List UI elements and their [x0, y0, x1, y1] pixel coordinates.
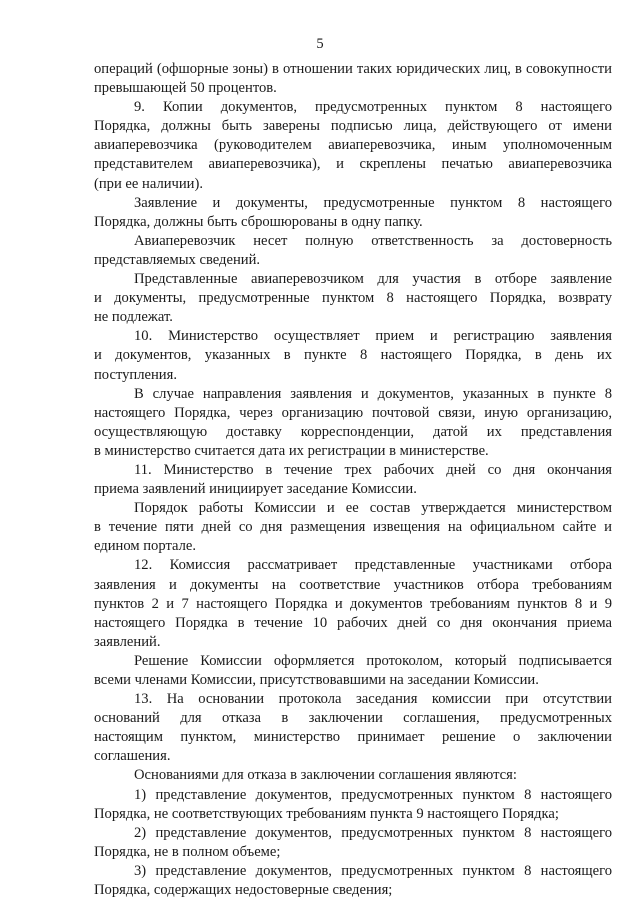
text-line: Порядка, должны быть сброшюрованы в одну папку.: [94, 213, 423, 230]
text-line: всеми членами Комиссии, присутствовавшими на заседании Комиссии.: [94, 672, 539, 688]
text-line: заявлений.: [94, 633, 161, 650]
text-line: осуществляющую доставку корреспонденции, датой их представления: [94, 423, 612, 440]
text-line: 2) представление документов, предусмотренных пунктом 8 настоящего: [134, 824, 612, 841]
text-line: Порядка, должны быть заверены подписью лица, действующего от имени: [94, 118, 612, 135]
text-line: 13. На основании протокола заседания комиссии при отсутствии: [134, 691, 612, 708]
text-line: 3) представление документов, предусмотренных пунктом 8 настоящего: [134, 862, 612, 879]
text-line: 11. Министерство в течение трех рабочих дней со дня окончания: [134, 461, 612, 478]
text-line: в министерство считается дата их регистрации в министерстве.: [94, 442, 489, 459]
text-line: заявления и документы на соответствие участников отбора требованиям: [94, 576, 612, 593]
text-line: авиаперевозчика (руководителем авиаперевозчика, иным уполномоченным: [94, 137, 612, 154]
text-line: Порядка, содержащих недостоверные сведения;: [94, 882, 393, 899]
text-line: настоящего Порядка, через организацию почтовой связи, иную организацию,: [94, 404, 612, 421]
text-line: 12. Комиссия рассматривает представленные участниками отбора: [134, 557, 612, 574]
text-line: соглашения.: [94, 748, 171, 765]
text-line: Порядок работы Комиссии и ее состав утверждается министерством: [134, 500, 612, 517]
text-line: В случае направления заявления и документов, указанных в пункте 8: [134, 385, 612, 402]
text-line: Порядка, не соответствующих требованиям пункта 9 настоящего Порядка;: [94, 805, 559, 822]
text-line: настоящим пунктом, министерство принимает решение о заключении: [94, 729, 612, 746]
text-line: приема заявлений инициирует заседание Комиссии.: [94, 481, 417, 498]
text-line: 9. Копии документов, предусмотренных пунктом 8 настоящего: [134, 99, 612, 116]
text-line: 10. Министерство осуществляет прием и регистрацию заявления: [134, 328, 612, 345]
text-line: операций (офшорные зоны) в отношении таких юридических лиц, в совокупности: [94, 61, 612, 77]
text-line: (при ее наличии).: [94, 175, 204, 192]
text-line: настоящего Порядка в течение 10 рабочих дней со дня окончания приема: [94, 614, 612, 631]
text-line: Заявление и документы, предусмотренные пунктом 8 настоящего: [134, 194, 612, 211]
text-line: пунктов 2 и 7 настоящего Порядка и документов требованиям пунктов 8 и 9: [94, 595, 612, 612]
text-line: представителем авиаперевозчика), и скреплены печатью авиаперевозчика: [94, 156, 612, 173]
text-line: Авиаперевозчик несет полную ответственность за достоверность: [134, 232, 612, 249]
text-line: представляемых сведений.: [94, 251, 261, 268]
text-line: 1) представление документов, предусмотренных пунктом 8 настоящего: [134, 786, 612, 803]
text-line: оснований для отказа в заключении соглашения, предусмотренных: [94, 710, 612, 727]
text-line: Решение Комиссии оформляется протоколом, который подписывается: [134, 652, 612, 669]
text-line: Порядка, не в полном объеме;: [94, 843, 281, 860]
text-line: в течение пяти дней со дня размещения извещения на официальном сайте и: [94, 519, 612, 536]
document-body: [94, 60, 612, 900]
page-number: 5: [316, 36, 324, 52]
text-line: Основаниями для отказа в заключении соглашения являются:: [134, 767, 517, 784]
text-line: и документов, указанных в пункте 8 настоящего Порядка, в день их: [94, 347, 612, 364]
text-line: Представленные авиаперевозчиком для участия в отборе заявление: [134, 271, 612, 288]
text-line: и документы, предусмотренные пунктом 8 настоящего Порядка, возврату: [94, 290, 612, 307]
text-line: едином портале.: [94, 538, 197, 555]
text-line: не подлежат.: [94, 309, 173, 326]
text-line: превышающей 50 процентов.: [94, 80, 277, 97]
text-line: поступления.: [94, 366, 177, 383]
